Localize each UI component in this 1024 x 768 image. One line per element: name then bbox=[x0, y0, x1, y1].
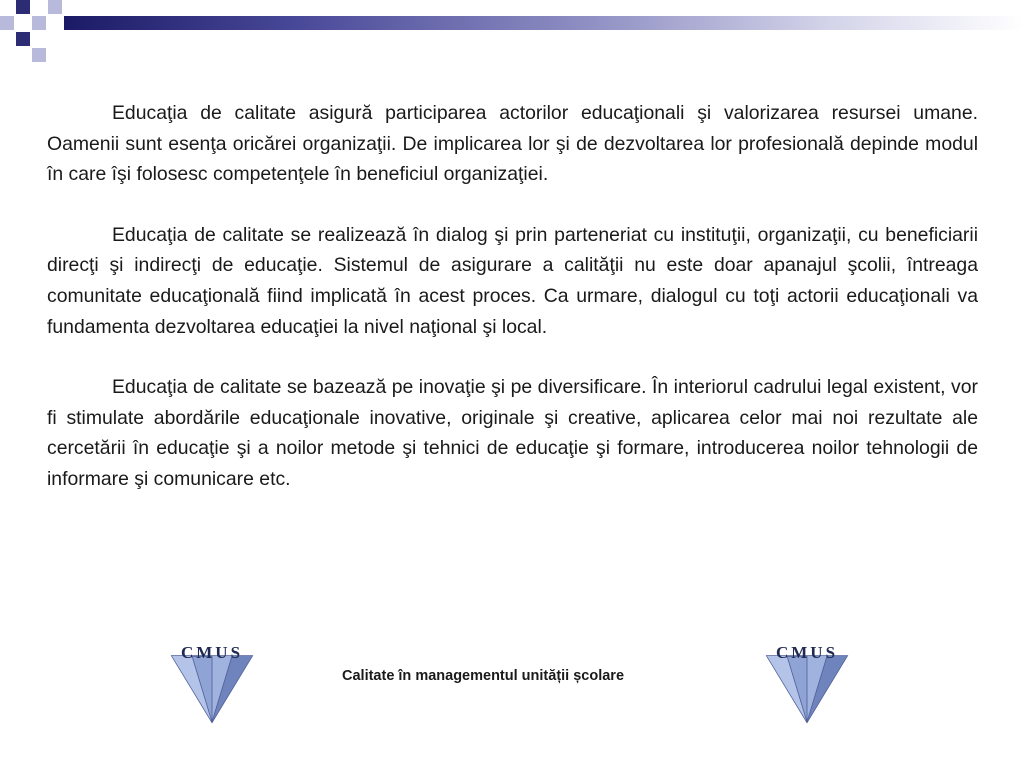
cmus-logo-right bbox=[757, 638, 857, 730]
decorative-squares bbox=[0, 0, 80, 64]
header-gradient-bar bbox=[64, 16, 1024, 30]
square-dark bbox=[16, 32, 30, 46]
paragraph-3: Educaţia de calitate se bazează pe inovaţie şi pe diversificare. În interiorul cadrului legal existent, vor fi stimulate abordările educaţionale inovative, originale şi creative, aplicarea celor mai noi rezultate ale cercetării în educaţie şi a noilor metode şi tehnici de educaţie şi formare, introducerea noilor tehnologii de informare şi comunicare etc. bbox=[47, 376, 978, 490]
cmus-logo-left bbox=[162, 638, 262, 730]
square-light bbox=[48, 0, 62, 14]
square-light bbox=[32, 16, 46, 30]
square-light bbox=[32, 48, 46, 62]
paragraph-1: Educaţia de calitate asigură participarea actorilor educaţionali şi valorizarea resursei umane. Oamenii sunt esenţa oricărei organizaţii. De implicarea lor şi de dezvoltarea lor profesională depinde modul în care îşi folosesc competenţele în beneficiul organizaţiei. bbox=[47, 102, 978, 186]
paragraph-2: Educaţia de calitate se realizează în dialog şi prin parteneriat cu instituţii, organizaţii, cu beneficiarii direcţi şi indirecţi de educaţie. Sistemul de asigurare a calităţii nu este doar apanajul şcolii, întreaga comunitate educaţională fiind implicată în acest proces. Ca urmare, dialogul cu toţi actorii educaţionali va fundamenta dezvoltarea educaţiei la nivel naţional şi local. bbox=[47, 223, 978, 338]
main-content bbox=[47, 98, 978, 525]
footer-caption: Calitate în managementul unității școlare bbox=[342, 668, 625, 684]
logo-text: CMUS bbox=[775, 643, 839, 662]
square-dark bbox=[16, 0, 30, 14]
square-light bbox=[0, 16, 14, 30]
logo-text: CMUS bbox=[180, 643, 244, 662]
